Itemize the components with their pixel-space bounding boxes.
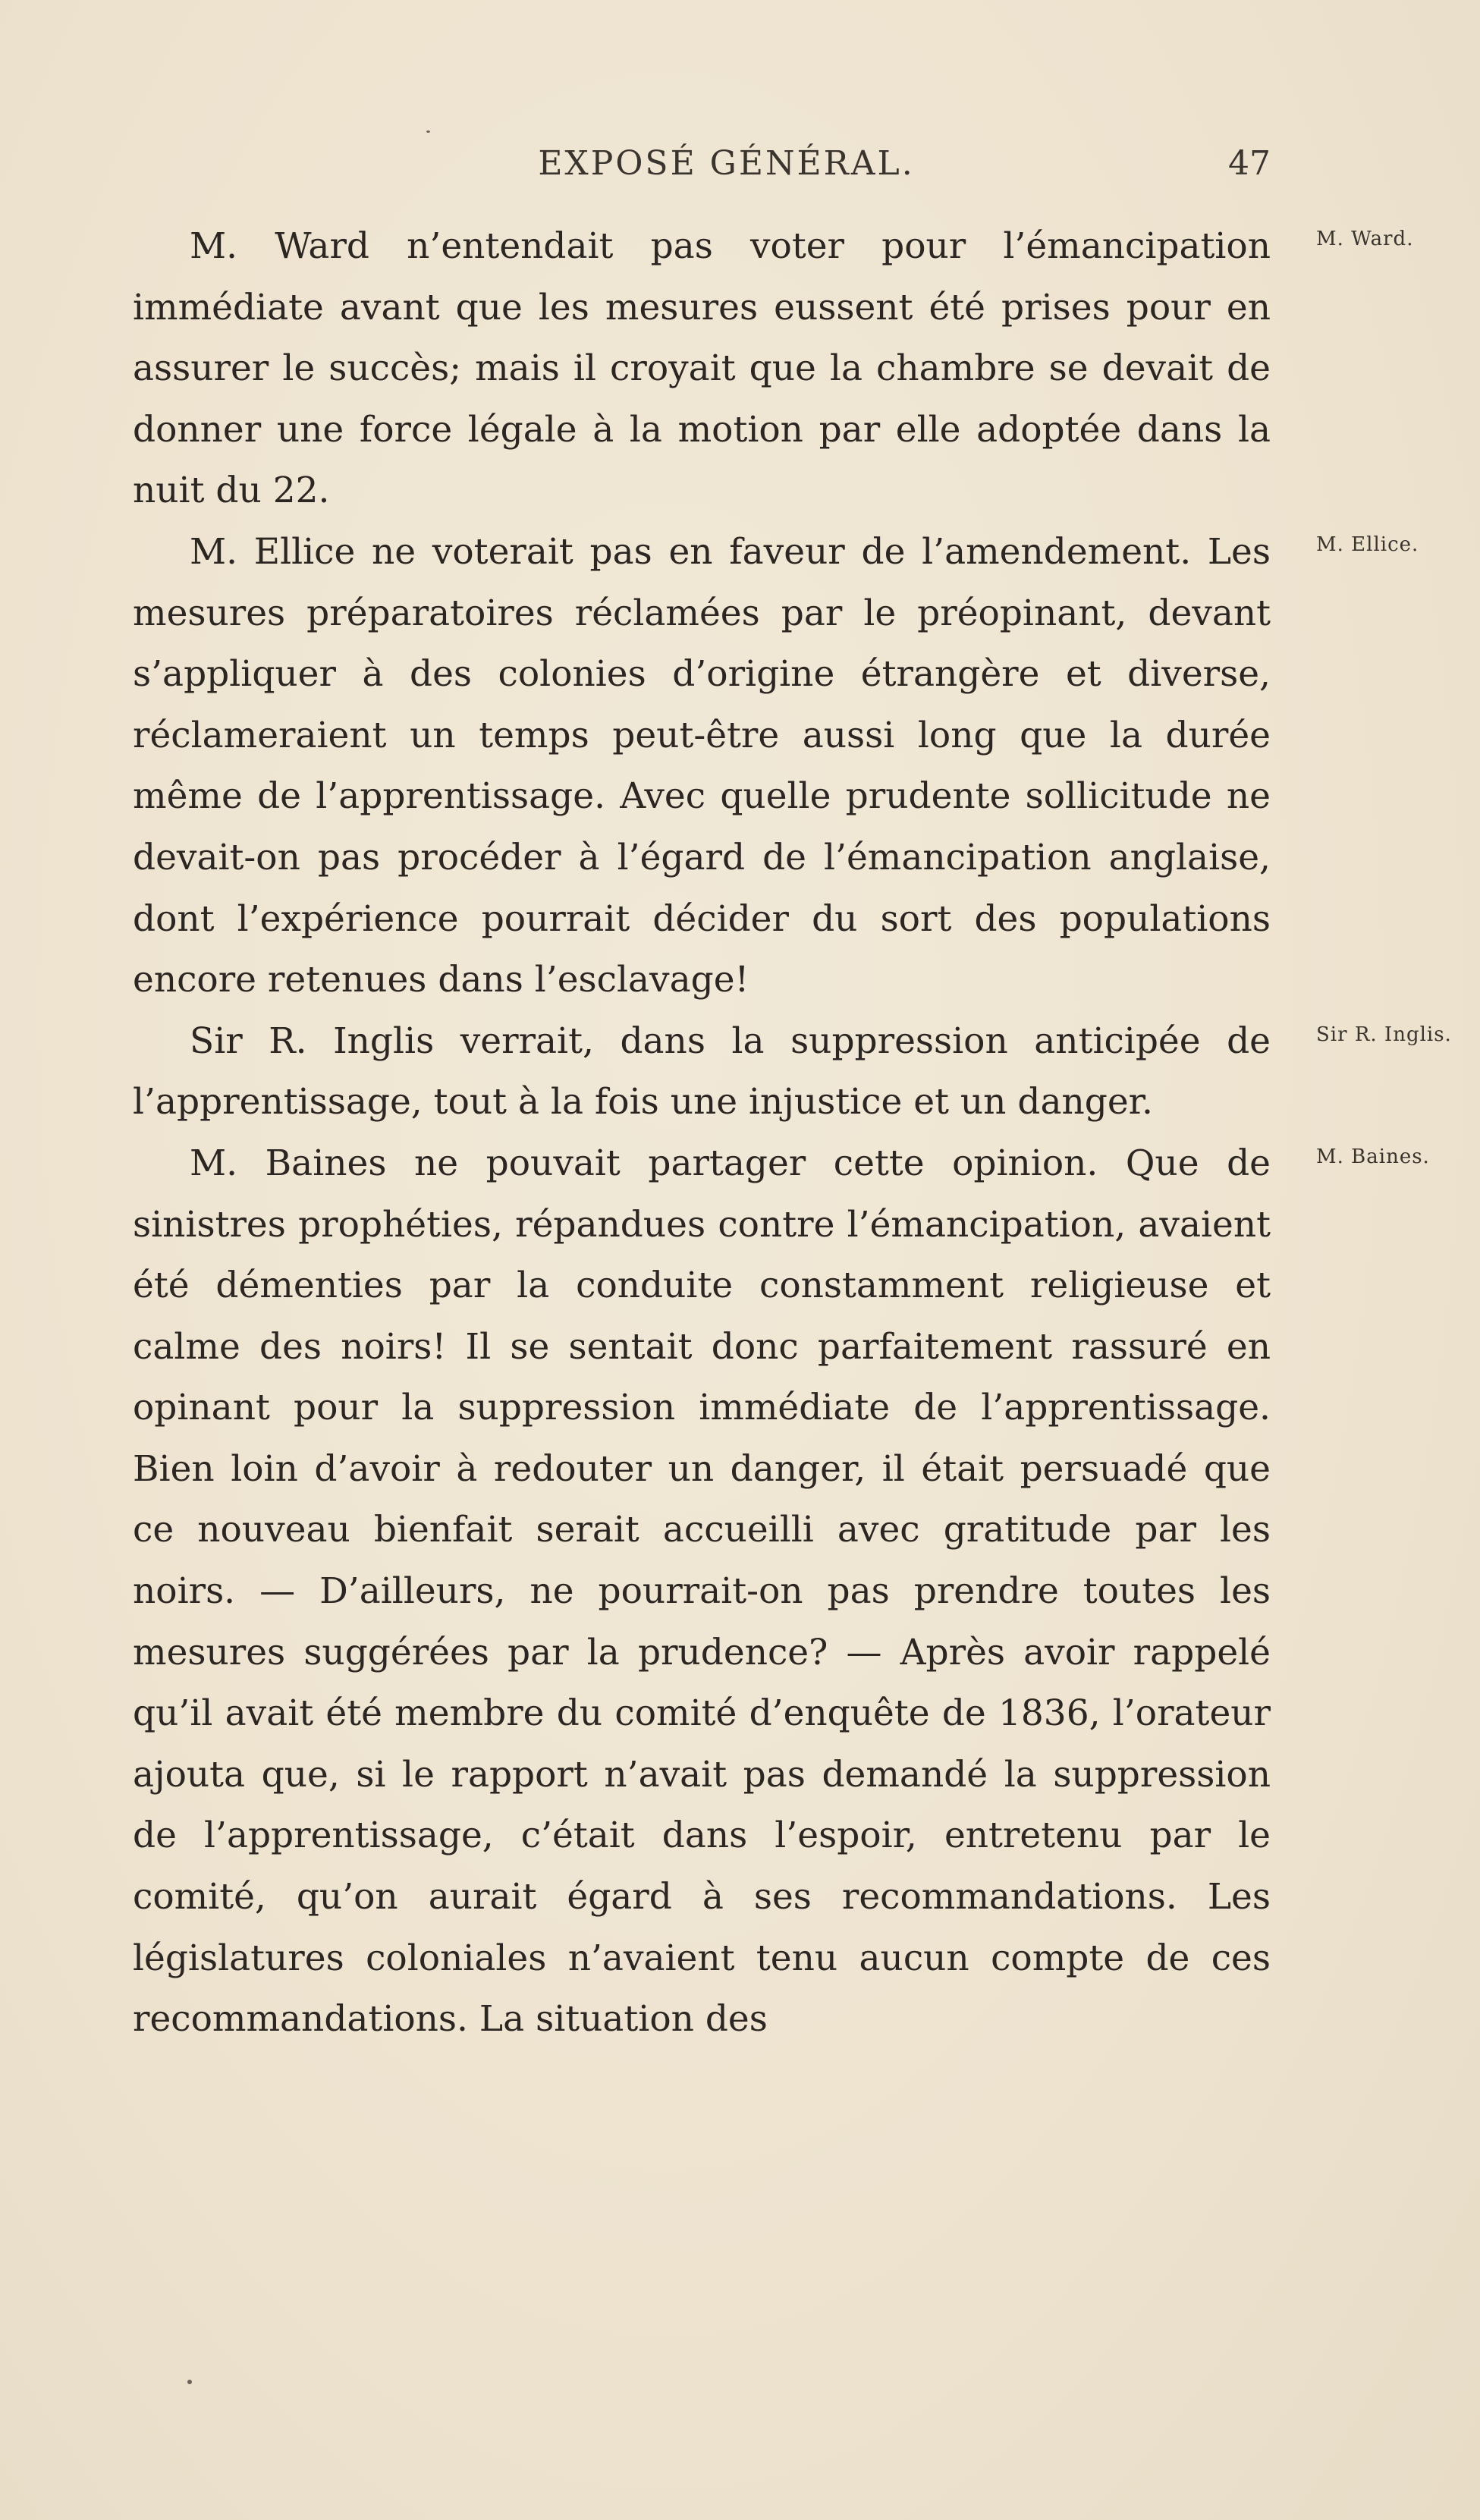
paper-speck [426, 130, 430, 133]
page-header [182, 144, 1271, 197]
paragraph-ward: M. Ward n’entendait pas voter pour l’émancipation immédiate avant que les mesures eussent été prises pour en assurer le succès; mais il croyait que la chambre se devait de donner une force légale à la motion par elle adoptée dans la nuit du 22. [133, 225, 1271, 512]
running-title: EXPOSÉ GÉNÉRAL. [538, 144, 915, 183]
paragraph-ellice: M. Ellice ne voterait pas en faveur de l’amendement. Les mesures préparatoires réclamées par le préopinant, devant s’appliquer à des colonies d’origine étrangère et diverse, réclameraient un temps peut-être aussi long que la durée même de l’apprentissage. Avec quelle prudente sollicitude ne devait-on pas procéder à l’égard de l’émancipation anglaise, dont l’expérience pourrait décider du sort des populations encore retenues dans l’esclavage! [133, 530, 1271, 1001]
margin-note-ward: M. Ward. [1316, 228, 1414, 250]
paper-speck [187, 2380, 192, 2384]
margin-note-inglis: Sir R. Inglis. [1316, 1023, 1452, 1046]
body-text [133, 216, 1271, 2050]
paragraph-inglis: Sir R. Inglis verrait, dans la suppression anticipée de l’apprentissage, tout à la fois une injustice et un danger. [133, 1020, 1271, 1123]
paragraph-baines: M. Baines ne pouvait partager cette opinion. Que de sinistres prophéties, répandues contre l’émancipation, avaient été démenties par la conduite constamment religieuse et calme des noirs! Il se sentait donc parfaitement rassuré en opinant pour la suppression immédiate de l’apprentissage. Bien loin d’avoir à redouter un danger, il était persuadé que ce nouveau bienfait serait accueilli avec gratitude par les noirs. — D’ailleurs, ne pourrait-on pas prendre toutes les mesures suggérées par la prudence? — Après avoir rappelé qu’il avait été membre du comité d’enquête de 1836, l’orateur ajouta que, si le rapport n’avait pas demandé la suppression de l’apprentissage, c’était dans l’espoir, entretenu par le comité, qu’on aurait égard à ses recommandations. Les législatures coloniales n’avaient tenu aucun compte de ces recommandations. La situation des [133, 1142, 1271, 2041]
margin-note-baines: M. Baines. [1316, 1145, 1430, 1168]
page-number: 47 [1228, 144, 1271, 183]
margin-note-ellice: M. Ellice. [1316, 533, 1419, 556]
